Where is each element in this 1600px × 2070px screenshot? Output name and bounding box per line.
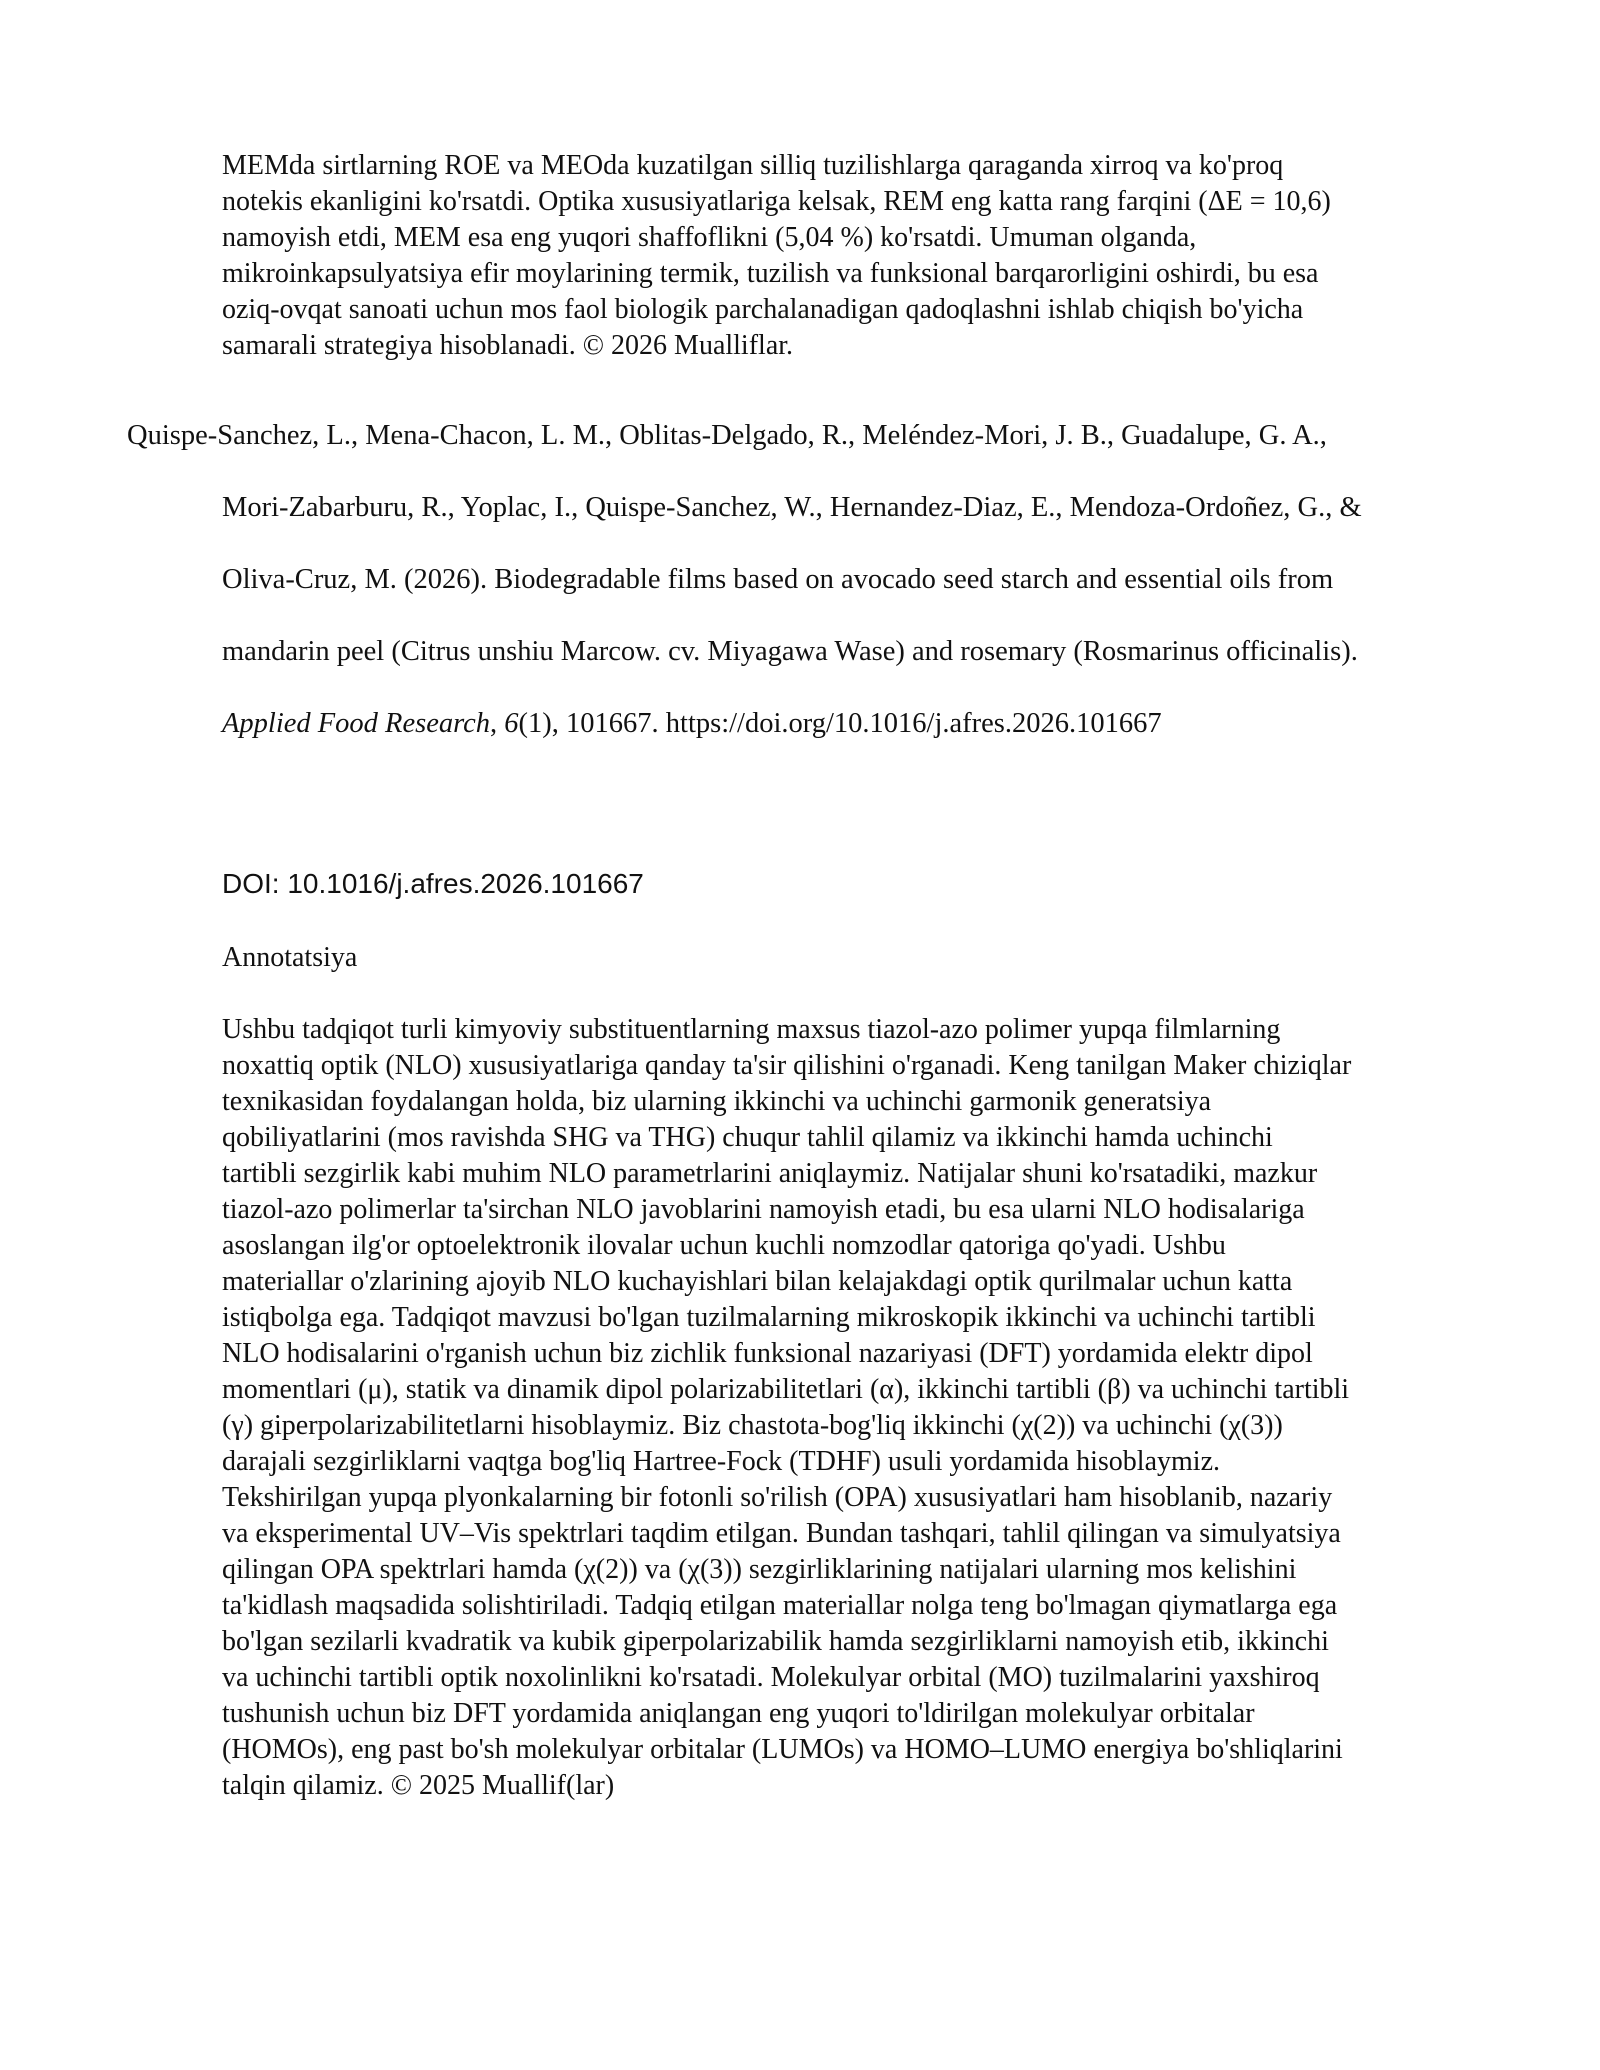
text-line: mikroinkapsulyatsiya efir moylarining termik, tuzilish va funksional barqarorligini oshirdi, bu esa xyxy=(222,258,1319,289)
journal-volume: 6 xyxy=(504,708,519,739)
doi-line: DOI: 10.1016/j.afres.2026.101667 xyxy=(222,868,644,899)
text-line: istiqbolga ega. Tadqiqot mavzusi bo'lgan tuzilmalarning mikroskopik ikkinchi va uchinchi tartibli xyxy=(222,1302,1316,1333)
text-line: noxattiq optik (NLO) xususiyatlariga qanday ta'sir qilishini o'rganadi. Keng tanilgan Maker chiziqlar xyxy=(222,1050,1352,1081)
text-line: (γ) giperpolarizabilitetlarni hisoblaymiz. Biz chastota-bog'liq ikkinchi (χ(2)) va uchinchi (χ(3)) xyxy=(222,1410,1283,1441)
journal-name: Applied Food Research xyxy=(222,708,491,739)
previous-abstract-tail xyxy=(222,148,1492,364)
text-line: Ushbu tadqiqot turli kimyoviy substituentlarning maxsus tiazol-azo polimer yupqa filmlarning xyxy=(222,1014,1281,1045)
text-line: ta'kidlash maqsadida solishtiriladi. Tadqiq etilgan materiallar nolga teng bo'lmagan qiymatlarga ega xyxy=(222,1590,1338,1621)
text-line: va eksperimental UV–Vis spektrlari taqdim etilgan. Bundan tashqari, tahlil qilingan va simulyatsiya xyxy=(222,1518,1341,1549)
text-line: momentlari (μ), statik va dinamik dipol polarizabilitetlari (α), ikkinchi tartibli (β) va uchinchi tartibli xyxy=(222,1374,1350,1405)
text-line: namoyish etdi, MEM esa eng yuqori shaffoflikni (5,04 %) ko'rsatdi. Umuman olganda, xyxy=(222,222,1197,253)
text-line: bo'lgan sezilarli kvadratik va kubik giperpolarizabilik hamda sezgirliklarni namoyish etib, ikkinchi xyxy=(222,1626,1329,1657)
text-line: samarali strategiya hisoblanadi. © 2026 Mualliflar. xyxy=(222,330,794,361)
reference-separator: , xyxy=(490,708,505,739)
text-line: va uchinchi tartibli optik noxolinlikni ko'rsatadi. Molekulyar orbital (MO) tuzilmalarini yaxshiroq xyxy=(222,1662,1320,1693)
text-line: MEMda sirtlarning ROE va MEOda kuzatilgan silliq tuzilishlarga qaraganda xirroq va ko'proq xyxy=(222,150,1284,181)
text-line: Tekshirilgan yupqa plyonkalarning bir fotonli so'rilish (OPA) xususiyatlari ham hisoblanib, nazariy xyxy=(222,1482,1333,1513)
text-line: oziq-ovqat sanoati uchun mos faol biologik parchalanadigan qadoqlashni ishlab chiqish bo'yicha xyxy=(222,294,1304,325)
text-line: NLO hodisalarini o'rganish uchun biz zichlik funksional nazariyasi (DFT) yordamida elektr dipol xyxy=(222,1338,1313,1369)
reference-line: Mori-Zabarburu, R., Yoplac, I., Quispe-Sanchez, W., Hernandez-Diaz, E., Mendoza-Ordoñez, G., & xyxy=(222,492,1362,523)
text-line: tushunish uchun biz DFT yordamida aniqlangan eng yuqori to'ldirilgan molekulyar orbitalar xyxy=(222,1698,1255,1729)
text-line: notekis ekanligini ko'rsatdi. Optika xususiyatlariga kelsak, REM eng katta rang farqini (ΔE = 10,6) xyxy=(222,186,1331,217)
reference-line: Quispe-Sanchez, L., Mena-Chacon, L. M., Oblitas-Delgado, R., Meléndez-Mori, J. B., Guadalupe, G. A., xyxy=(127,420,1327,451)
text-line: qobiliyatlarini (mos ravishda SHG va THG) chuqur tahlil qilamiz va ikkinchi hamda uchinchi xyxy=(222,1122,1273,1153)
annotation-heading: Annotatsiya xyxy=(222,942,358,973)
abstract-body xyxy=(222,1012,1492,1804)
text-line: (HOMOs), eng past bo'sh molekulyar orbitalar (LUMOs) va HOMO–LUMO energiya bo'shliqlarini xyxy=(222,1734,1343,1765)
text-line: materiallar o'zlarining ajoyib NLO kuchayishlari bilan kelajakdagi optik qurilmalar uchun katta xyxy=(222,1266,1293,1297)
reference-line: Oliva-Cruz, M. (2026). Biodegradable films based on avocado seed starch and essential oils from xyxy=(222,564,1334,595)
text-line: tiazol-azo polimerlar ta'sirchan NLO javoblarini namoyish etadi, bu esa ularni NLO hodisalariga xyxy=(222,1194,1305,1225)
text-line: talqin qilamiz. © 2025 Muallif(lar) xyxy=(222,1770,615,1801)
reference-line: mandarin peel (Citrus unshiu Marcow. cv. Miyagawa Wase) and rosemary (Rosmarinus officinalis). xyxy=(222,636,1358,667)
text-line: tartibli sezgirlik kabi muhim NLO parametrlarini aniqlaymiz. Natijalar shuni ko'rsatadiki, mazkur xyxy=(222,1158,1318,1189)
text-line: asoslangan ilg'or optoelektronik ilovalar uchun kuchli nomzodlar qatoriga qo'yadi. Ushbu xyxy=(222,1230,1226,1261)
text-line: texnikasidan foydalangan holda, biz ularning ikkinchi va uchinchi garmonik generatsiya xyxy=(222,1086,1212,1117)
reference-entry xyxy=(127,400,1502,760)
text-line: qilingan OPA spektrlari hamda (χ(2)) va (χ(3)) sezgirliklarining natijalari ularning mos kelishini xyxy=(222,1554,1297,1585)
reference-issue-doi: (1), 101667. https://doi.org/10.1016/j.afres.2026.101667 xyxy=(518,708,1162,739)
text-line: darajali sezgirliklarni vaqtga bog'liq Hartree-Fock (TDHF) usuli yordamida hisoblaymiz. xyxy=(222,1446,1220,1477)
